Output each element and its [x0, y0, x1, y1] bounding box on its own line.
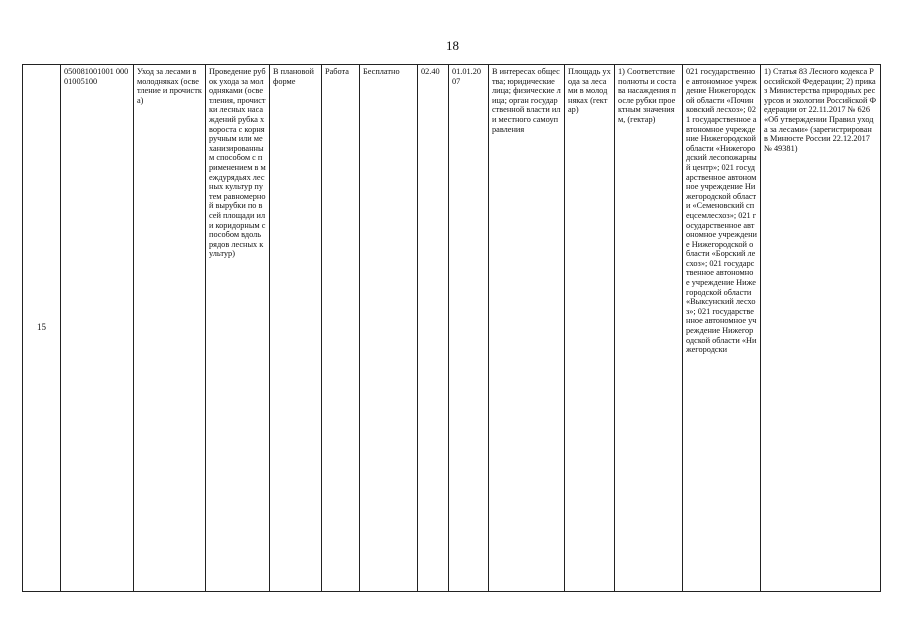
registry-table: [22, 64, 881, 592]
payment-cell: Бесплатно: [360, 65, 418, 592]
date-cell: 01.01.2007: [449, 65, 489, 592]
institutions-cell: 021 государственное автономное учреждение Нижегородской области «Починковский лесхоз»; 021 государственное автономное учреждение Нижегородской области «Нижегородский лесопожарный центр»; 021 государственное автономное учреждение Нижегородской области «Семеновский спецсемлесхоз»; 021 государственное автономное учреждение Нижегородской области «Борский лесхоз»; 021 государственное автономное учреждение Нижегородской области «Выксунский лесхоз»; 021 государственное автономное учреждение Нижегородской области «Нижегородски: [683, 65, 761, 592]
type-cell: Работа: [322, 65, 360, 592]
legal-basis-cell: 1) Статья 83 Лесного кодекса Российской Федерации; 2) приказ Министерства природных ресурсов и экологии Российской Федерации от 22.11.2017 № 626 «Об утверждении Правил ухода за лесами» (зарегистрирован в Минюсте России 22.12.2017 № 49381): [761, 65, 881, 592]
volume-indicator-cell: Площадь ухода за лесами в молодняках (гектар): [565, 65, 615, 592]
content-cell: Проведение рубок ухода за молодняками (осветления, прочистки лесных насаждений рубка хвороста с корня ручным или механизированным способом с применением в междурядьях лесных культур путем равномерной вырубки по всей площади или коридорным способом вдоль рядов лесных культур): [206, 65, 270, 592]
form-cell: В плановой форме: [270, 65, 322, 592]
row-index: 15: [23, 65, 61, 592]
service-name-cell: Уход за лесами в молодняках (осветление и прочистка): [134, 65, 206, 592]
registry-code-cell: 050081001001 00001005100: [61, 65, 134, 592]
page-number: 18: [446, 38, 459, 53]
consumers-cell: В интересах общества; юридические лица; физические лица; орган государственной власти или местного самоуправления: [489, 65, 565, 592]
table-row: [23, 65, 881, 592]
okved-cell: 02.40: [418, 65, 449, 592]
quality-indicator-cell: 1) Соответствие полноты и состава насаждения после рубки проектным значениям, (гектар): [615, 65, 683, 592]
